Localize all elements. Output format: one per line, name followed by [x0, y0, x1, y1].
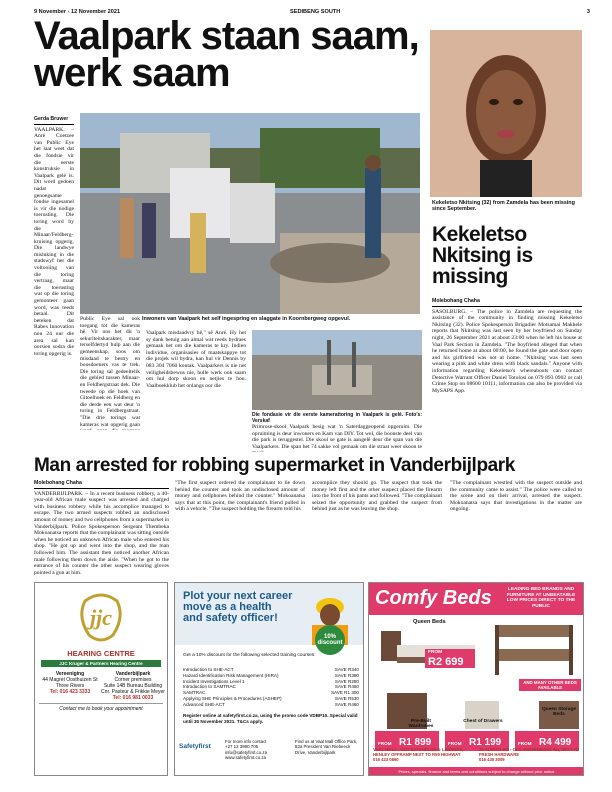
- comfy-item1-from: FROM: [378, 741, 392, 746]
- course-name: Introduction to SAMTRAC: [183, 684, 236, 690]
- svg-text:jjc: jjc: [90, 605, 112, 630]
- story1-col2-text: Public Eye sal ook toegang tot die kameras hê. Vir ons het dit 'n sekuriteitskarakter, maar terselfdertyd hulp aan die gemeenskap, soos om misdaad te bestry en boosdoeners vas te trek. Die toring sal gedeeltelik die gebied tussen Minaar- en Feldbergstraat dek. Die tweede op die hoek van Gitoelhoek en Feldberg en die derde een wat deur 'n toring in Feldbergstraat. "Die drie torings wat kameras wat opgerig gaan: [80, 316, 140, 428]
- course-price: SAVE R340: [334, 667, 359, 672]
- story1-column-4: [252, 412, 422, 452]
- story1-column-1: [34, 116, 74, 430]
- comfy-item2-name: Chest of Drawers: [463, 719, 503, 724]
- hearing-right-title: Vanderbijlpark: [115, 671, 151, 677]
- comfy-store-1: [373, 747, 477, 762]
- paper-name: SEDIBENG SOUTH: [290, 9, 341, 15]
- comfy-queen-beds: Queen Beds: [413, 619, 446, 625]
- comfy-footer-3: 25 ALBERT RD - OLD VEREENIGING RD, NEXT TO FRESH HARDWARE: [479, 747, 580, 757]
- safety-address: Find us at Vaal Mall Office Park, 82a President Van Riebeeck Drive, Vanderbijlpark: [295, 739, 358, 755]
- comfy-footer-1: VAAL MALL - OLD BATCHELOR & LANDEDS, HENLEY OFFRAMP NEXT TO R59 HIGHWAY: [373, 747, 464, 757]
- course-name: Introduction to SHE-ACT: [183, 667, 234, 672]
- safety-course-row: [183, 702, 359, 708]
- comfy-banner: LEADING BED BRANDS AND FURNITURE AT UNBEATABLE LOW PRICES DIRECT TO THE PUBLIC: [506, 587, 576, 609]
- course-name: SAMTRAC: [183, 690, 206, 696]
- page-number: 3: [586, 9, 590, 15]
- story3-byline: Molebohang Chaha: [34, 480, 169, 489]
- story3-col4-text: "The complainant wrestled with the suspect outside and the community came to assist." The police were called to the scene and on their arrival, arrested the suspect. Mokoanatsa says that investigations in the matter are ongoing.: [450, 480, 582, 513]
- course-price: SAVE R460: [334, 684, 359, 690]
- safety-discount-badge: 10% discount: [315, 625, 345, 655]
- story3-col3-text: accomplice they should go. The suspect that took the money left first and the other suspect placed the firearm into the front of his pants and followed. "The complainant seized the opportunity and grabbed the suspect from behind just as he was leaving the shop.: [312, 480, 442, 513]
- story3-column-4: [450, 480, 582, 580]
- course-price: SAVE R530: [334, 695, 359, 701]
- safety-register[interactable]: Register online at safetyfirst.co.za, using the promo code VDBP10. Special valid until 30 November 2021. T&Cs apply.: [183, 713, 358, 724]
- story1-headline: Vaalpark staan saam, werk saam: [34, 14, 419, 95]
- hearing-vereeniging: [39, 671, 101, 695]
- story1-col3-text: Vaalpark misdaadvry hê," sê Anré. Hy het sy dank betuig aan almal wat reeds bydraes gemaak het om die kameras te kry. Indien individue, organisasies of maatskappye tot die projek wil bydra, kan hul vir Dennis by 083 304 7060 kontak. Vaalparkers is nie net veiligheidsbewus nie, hulle werk ook saam om hul dorp skoon en netjies te hou. Vaalboekklub het onlangs oor die: [146, 330, 246, 389]
- course-name: Hazard Identification Risk Management (HIRA): [183, 672, 279, 678]
- story3-col2-text: "The first suspect ordered the complainant to lie down behind the counter and took an undisclosed amount of money and cellphones behind the counter." Mokoanatsa says that at this point, the complainant's friend pulled in with a vehicle. "The suspect holding the firearm told his: [175, 480, 305, 513]
- comfy-item1-name: Pre-Built Wardrobes: [408, 719, 434, 729]
- hearing-right-tel[interactable]: Tel: 016 981 0033: [112, 695, 154, 701]
- story2-byline: Molebohang Chaha: [432, 298, 582, 307]
- course-price: SAVE R280: [334, 678, 359, 684]
- comfy-item3-name: Queen Storage Beds: [541, 707, 577, 717]
- road-repair-photo-illustration: [80, 113, 420, 314]
- course-name: Applying SHE Principles & Procedures (ASHEP): [183, 695, 282, 701]
- hearing-footer: Contact me to book your appointment: [39, 703, 163, 712]
- hearing-left-line-1: 44 Magret Oosthuizen St: [42, 677, 98, 683]
- safety-contact-4[interactable]: www.safetyfirst.co.za: [225, 755, 266, 761]
- course-name: Incident Investigations Level 1: [183, 678, 245, 684]
- story1-col4-text: Primrose-skool Vaalpark besig wat 'n Saterdaggeopend opgeruim. Die opruiming is deur inwoners en Kam van DIY. Tot wel, die boonste deel van die park is teruggestel. Die skool se gate is aangelê deur die span van die Vaalparkers. Die span het 74 sakke vol gemaak om die straat weer skoon te: [252, 424, 422, 450]
- story3-column-1: [34, 480, 169, 580]
- safety-headline: Plot your next career move as a health and safety officer!: [183, 590, 293, 624]
- bunk-bed-icon: [489, 619, 579, 679]
- comfy-beds-ad[interactable]: [368, 582, 584, 776]
- course-price: SAVE R460: [334, 701, 359, 707]
- safety-contact: [225, 739, 291, 761]
- comfy-item2-from: FROM: [448, 741, 462, 746]
- hearing-vanderbijlpark: [101, 671, 165, 701]
- course-name: Advanced SHE-ACT: [183, 701, 225, 707]
- safety-contact-3[interactable]: info@safetyfirst.co.za: [225, 749, 268, 755]
- hearing-right-line-3: Cnr. Pasteur & Frikkie Meyer: [101, 689, 165, 695]
- vaalpark-residents-photo: [80, 113, 420, 314]
- hearing-right-line-2: Suite 14B Bureau Building: [103, 683, 163, 689]
- tower-foundation-photo: [252, 330, 422, 410]
- hearing-left-tel[interactable]: Tel: 016 423 3333: [49, 689, 91, 695]
- drawers-icon: [465, 701, 499, 729]
- hearing-logo-icon: [73, 591, 129, 645]
- hearing-centre-ad[interactable]: [34, 582, 168, 776]
- safety-contact-1: For more info contact: [225, 739, 267, 744]
- comfy-footer-2[interactable]: 016 423 0860: [373, 757, 399, 762]
- course-price: SAVE R380: [334, 672, 359, 678]
- safety-intro: Get a 10% discount for the following selected training courses:: [183, 653, 316, 658]
- story1-col1-text: VAALPARK. – Anré Coetzee van Public Eye het laat weet dat die fondsie vir die eerste konstruksie in Vaalpark gelé is. Dit word gedoen nadat genoegsame fondse ingesamel is vir die nodige toerusting. Die toring word by die Minaar/Feldberg-kruising opgerig. Die landwye misluking in die stadswyf het die voltooiing van die toring vertraag, maar die toerusting wat op die toring gemonteer gaan word, was reeds betaal. Dit beteken dat Rabex Innovation nou 24 uur die area sal kan oorsien sodra die toring opgerig is.: [34, 126, 74, 357]
- comfy-item2-price: R1 199: [468, 737, 502, 748]
- safety-contact-2[interactable]: +27 12 3990 705: [225, 744, 259, 750]
- comfy-item3-price: R4 499: [538, 737, 572, 748]
- comfy-store-2: [479, 747, 581, 762]
- story3-column-2: [175, 480, 305, 580]
- comfy-disclaimer: Prices, specials, finance and terms and conditions subject to change without prior notice.: [369, 767, 584, 776]
- story1-byline: Gerda Bruwer: [34, 116, 74, 125]
- story1-column-3: [146, 330, 246, 430]
- story2-headline: Kekeletso Nkitsing is missing: [432, 223, 533, 288]
- story2-body: [432, 298, 582, 452]
- story1-photo-caption: Inwoners van Vaalpark het self ingespring en slaggate in Koornbergweg opgevul.: [142, 316, 351, 322]
- comfy-footer-4[interactable]: 016 430 3009: [479, 757, 505, 762]
- story2-photo-caption: Kekeletso Nkitsing (32) from Zamdela has been missing since September.: [432, 200, 575, 213]
- story2-body-text: SASOLBURG. – The police in Zamdela are requesting the assistance of the community in finding missing Kekeletso Nkitsing (32). Police Spokesperson Brigadier Motsamai Makhele reports that Nkitsing was last seen by her boyfriend on Sunday night, 26 September 2021 at about 23:00 when he left his house at Vaal Park Section in Zamdela. "The boyfriend alleged that when he returned home at about 00:00, he found the gate and door open and his girlfriend was not at home. "Nkitsing was last seen wearing a pink and white dress with black sandals." Anyone with information regarding Kekeletso's whereabouts can contact Detective Warrant Officer Daniel Totolosi on 079 893 0902 or call Crime Stop on 08600 10111, information can also be provided via MySAPS App.: [432, 308, 582, 394]
- hearing-left-title: Vereeniging: [55, 671, 85, 677]
- hearing-brand: HEARING CENTRE: [67, 649, 135, 658]
- comfy-price-1: R2 699: [425, 656, 475, 668]
- comfy-from-1: FROM: [425, 649, 475, 656]
- foundation-photo-illustration: [252, 330, 422, 410]
- story3-col1-text: VANDERBIJLPARK. – In a recent business robbery, a 40-year-old African male suspect was arrested and charged with business robbery while his accomplice managed to escape. The two armed suspects robbed an undisclosed amount of money and two cellphones from a supermarket in Vanderbijlpark. Police Spokesperson Sergeant Thembeka Mokoanatsa reports that the complainant was sitting outside when he noticed an unknown African male who entered his shop. "He got up and went into the shop, and the man followed him. The assistant then noticed another African male following them down the aisle. "When he got to the entrance of his counter the other suspect wearing gloves pointed a gun at him.: [34, 490, 169, 576]
- hearing-left-line-2: Three Rivers: [55, 683, 85, 689]
- hearing-subtitle: JJC Kruger & Partners Hearing Centre: [41, 660, 161, 667]
- safetyfirst-logo: Safetyfirst: [179, 743, 211, 750]
- comfy-item3-from: FROM: [518, 741, 532, 746]
- hearing-right-line-1: Corner premises: [114, 677, 152, 683]
- portrait-illustration: [430, 30, 582, 197]
- comfy-brand: Comfy Beds: [375, 587, 492, 609]
- story1-column-2: [80, 316, 140, 430]
- course-price: SAVE R1 300: [330, 690, 359, 696]
- comfy-bunk-text: AND MANY OTHER BEDS AVAILABLE: [519, 679, 581, 691]
- story3-headline: Man arrested for robbing supermarket in Vanderbijlpark: [34, 455, 515, 476]
- story3-column-3: [312, 480, 442, 580]
- kekeletso-portrait-photo: [430, 30, 582, 197]
- story1-photo2-caption: Die fondasie vir die eerste kamerattoring in Vaalpark is gelê. Foto's: Verskaf: [252, 412, 422, 424]
- safety-course-list: [183, 667, 359, 708]
- safetyfirst-ad[interactable]: [174, 582, 364, 776]
- comfy-item1-price: R1 899: [398, 737, 432, 748]
- issue-date: 9 November - 12 November 2021: [34, 9, 121, 15]
